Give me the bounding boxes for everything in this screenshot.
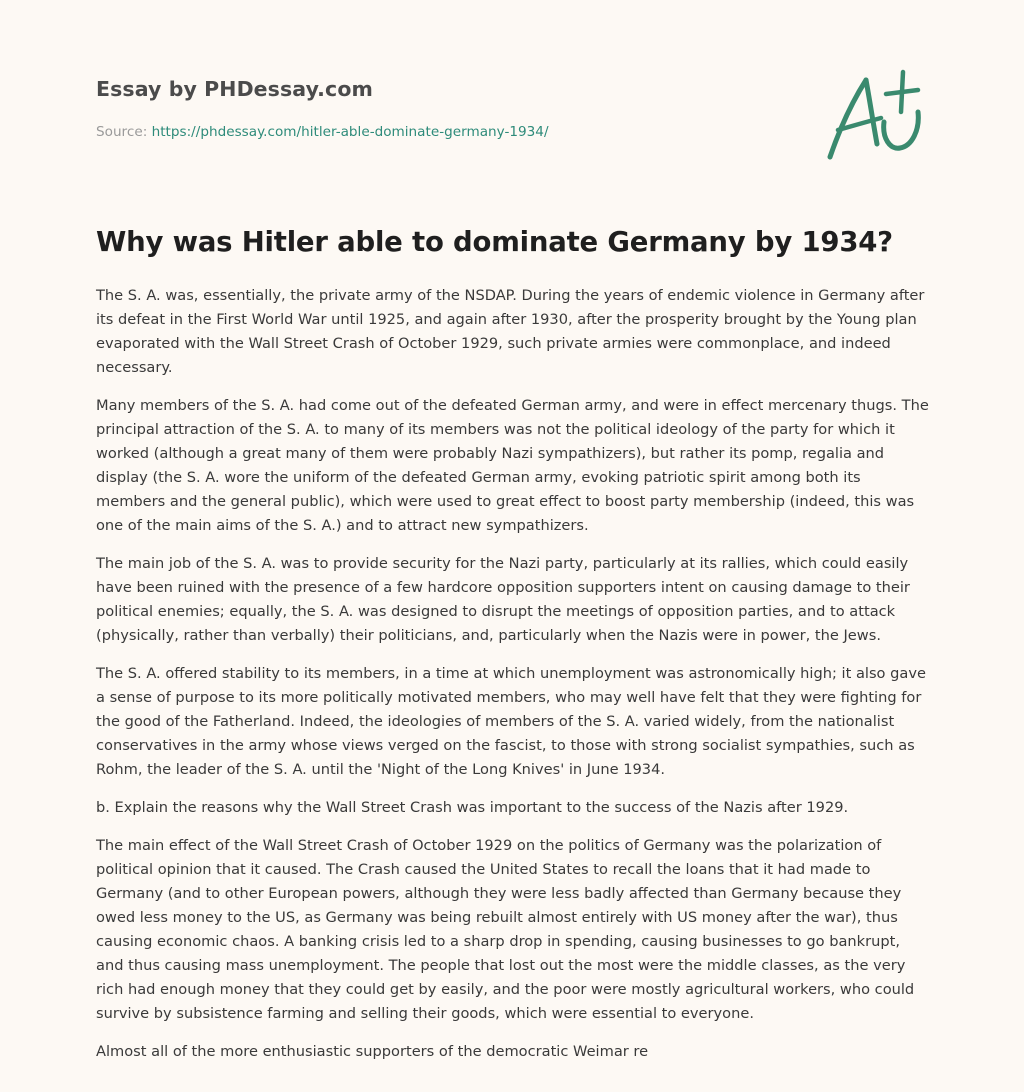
essay-title: Why was Hitler able to dominate Germany by 1934? xyxy=(96,226,893,258)
essay-paragraph: The main effect of the Wall Street Crash of October 1929 on the politics of Germany was the polarization of political opinion that it caused. The Crash caused the United States to recall the loans that it had made to Germany (and to other European powers, although they were less badly affected than Germany because they owed less money to the US, as Germany was being rebuilt almost entirely with US money after the war), thus causing economic chaos. A banking crisis led to a sharp drop in spending, causing businesses to go bankrupt, and thus causing mass unemployment. The people that lost out the most were the middle classes, as the very rich had enough money that they could get by easily, and the poor were mostly agricultural workers, who could survive by subsistence farming and selling their goods, which were essential to everyone. xyxy=(96,837,915,1022)
essay-paragraph: The main job of the S. A. was to provide security for the Nazi party, particularly at its rallies, which could easily have been ruined with the presence of a few hardcore opposition supporters intent on causing damage to their political enemies; equally, the S. A. was designed to disrupt the meetings of opposition parties, and to attack (physically, rather than verbally) their politicians, and, particularly when the Nazis were in power, the Jews. xyxy=(96,555,910,644)
site-brand-title: Essay by PHDessay.com xyxy=(96,77,373,101)
essay-paragraph-truncated: Almost all of the more enthusiastic supporters of the democratic Weimar re xyxy=(96,1043,649,1060)
essay-paragraph: The S. A. was, essentially, the private army of the NSDAP. During the years of endemic violence in Germany after its defeat in the First World War until 1925, and again after 1930, after the prosperity brought by the Young plan evaporated with the Wall Street Crash of October 1929, such private armies were commonplace, and indeed necessary. xyxy=(96,287,925,376)
essay-question: b. Explain the reasons why the Wall Street Crash was important to the success of the Nazis after 1929. xyxy=(96,799,849,816)
essay-body xyxy=(96,284,930,1078)
essay-paragraph: Many members of the S. A. had come out of the defeated German army, and were in effect mercenary thugs. The principal attraction of the S. A. to many of its members was not the political ideology of the party for which it worked (although a great many of them were probably Nazi sympathizers), but rather its pomp, regalia and display (the S. A. wore the uniform of the defeated German army, evoking patriotic spirit among both its members and the general public), which were used to great effect to boost party membership (indeed, this was one of the main aims of the S. A.) and to attract new sympathizers. xyxy=(96,397,929,534)
source-line xyxy=(96,124,549,140)
source-link[interactable]: https://phdessay.com/hitler-able-dominate-germany-1934/ xyxy=(151,124,549,140)
essay-paragraph: The S. A. offered stability to its members, in a time at which unemployment was astronomically high; it also gave a sense of purpose to its more politically motivated members, who may well have felt that they were fighting for the good of the Fatherland. Indeed, the ideologies of members of the S. A. varied widely, from the nationalist conservatives in the army whose views verged on the fascist, to those with strong socialist sympathies, such as Rohm, the leader of the S. A. until the 'Night of the Long Knives' in June 1934. xyxy=(96,665,926,778)
source-label: Source: xyxy=(96,124,148,140)
a-plus-logo-icon xyxy=(826,68,926,164)
